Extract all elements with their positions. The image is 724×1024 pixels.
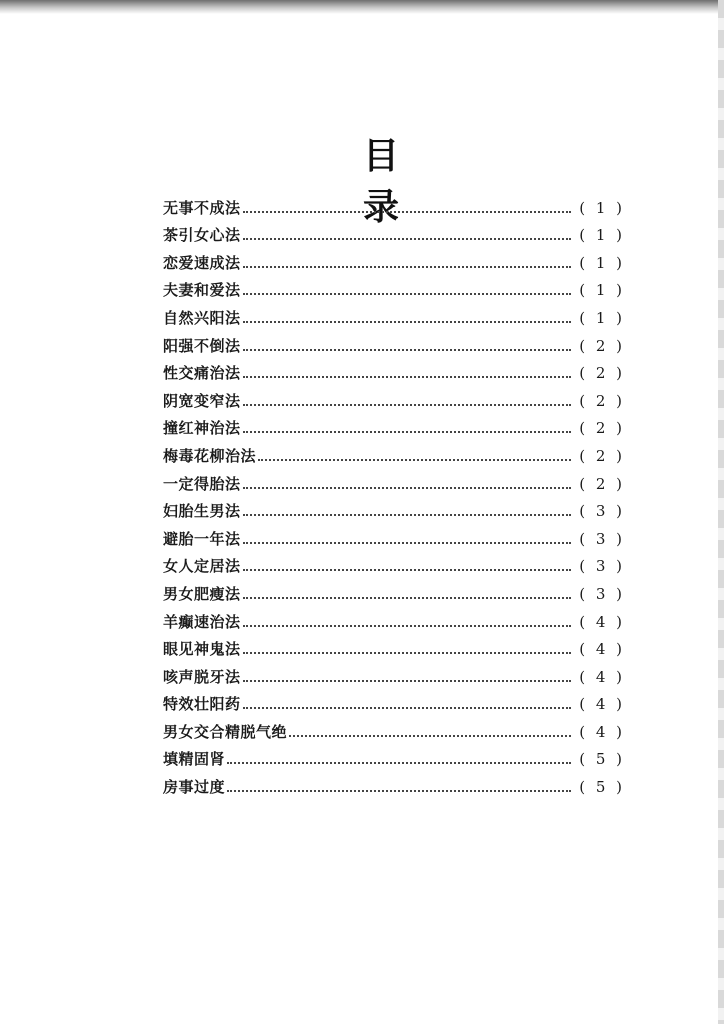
dot-leader [243, 349, 571, 351]
toc-entry-title: 夫妻和爱法 [163, 281, 241, 300]
toc-entry-page: ( 4 ) [579, 695, 625, 714]
toc-entry-page: ( 2 ) [579, 336, 625, 355]
toc-entry [163, 466, 625, 494]
toc-entry-page: ( 1 ) [579, 226, 625, 245]
toc-entry-title: 阴宽变窄法 [163, 391, 241, 410]
toc-entry-page: ( 4 ) [579, 722, 625, 741]
dot-leader [243, 569, 571, 571]
page-title: 目 录 [362, 135, 427, 228]
toc-entry-page: ( 1 ) [579, 281, 625, 300]
toc-entry [163, 604, 625, 632]
dot-leader [243, 404, 571, 406]
toc-entry-page: ( 2 ) [579, 446, 625, 465]
dot-leader [243, 431, 571, 433]
toc-entry [163, 273, 625, 301]
toc-entry-page: ( 1 ) [579, 198, 625, 217]
toc-entry-page: ( 1 ) [579, 253, 625, 272]
toc-entry [163, 632, 625, 660]
toc-entry-title: 一定得胎法 [163, 474, 241, 493]
toc-entry-page: ( 3 ) [579, 584, 625, 603]
dot-leader [243, 211, 571, 213]
toc-entry-page: ( 5 ) [579, 778, 625, 797]
table-of-contents [163, 190, 625, 797]
dot-leader [243, 487, 571, 489]
toc-entry-page: ( 3 ) [579, 502, 625, 521]
toc-entry-page: ( 3 ) [579, 557, 625, 576]
toc-entry-title: 男女肥瘦法 [163, 584, 241, 603]
toc-entry-title: 性交痛治法 [163, 364, 241, 383]
toc-entry-title: 填精固肾 [163, 750, 226, 769]
dot-leader [289, 735, 571, 737]
toc-entry-title: 撞红神治法 [163, 419, 241, 438]
toc-entry [163, 494, 625, 522]
dot-leader [227, 790, 571, 792]
dot-leader [243, 266, 571, 268]
dot-leader [243, 542, 571, 544]
toc-entry-title: 无事不成法 [163, 198, 241, 217]
dot-leader [258, 459, 571, 461]
dot-leader [243, 376, 571, 378]
toc-entry [163, 190, 625, 218]
dot-leader [227, 762, 571, 764]
toc-entry-title: 咳声脱牙法 [163, 667, 241, 686]
toc-entry-title: 梅毒花柳治法 [163, 446, 257, 465]
dot-leader [243, 652, 571, 654]
toc-entry-title: 女人定居法 [163, 557, 241, 576]
dot-leader [243, 707, 571, 709]
toc-entry-page: ( 1 ) [579, 308, 625, 327]
toc-entry-page: ( 4 ) [579, 612, 625, 631]
scan-top-edge [0, 0, 724, 14]
toc-entry [163, 687, 625, 715]
toc-entry [163, 769, 625, 797]
toc-entry [163, 549, 625, 577]
toc-entry-page: ( 2 ) [579, 364, 625, 383]
toc-entry [163, 218, 625, 246]
scan-right-edge [718, 0, 724, 1024]
toc-entry-title: 眼见神鬼法 [163, 640, 241, 659]
toc-entry-title: 特效壮阳药 [163, 695, 241, 714]
toc-entry-page: ( 5 ) [579, 750, 625, 769]
toc-entry-title: 房事过度 [163, 778, 226, 797]
toc-entry-title: 羊癫速治法 [163, 612, 241, 631]
toc-entry-page: ( 2 ) [579, 419, 625, 438]
toc-entry-page: ( 4 ) [579, 667, 625, 686]
toc-entry-title: 恋爱速成法 [163, 253, 241, 272]
toc-entry [163, 714, 625, 742]
toc-entry [163, 356, 625, 384]
dot-leader [243, 597, 571, 599]
toc-entry [163, 383, 625, 411]
dot-leader [243, 321, 571, 323]
dot-leader [243, 625, 571, 627]
toc-entry-title: 避胎一年法 [163, 529, 241, 548]
toc-entry-page: ( 3 ) [579, 529, 625, 548]
toc-entry [163, 521, 625, 549]
toc-entry [163, 742, 625, 770]
toc-entry-title: 阳强不倒法 [163, 336, 241, 355]
toc-entry-page: ( 4 ) [579, 640, 625, 659]
dot-leader [243, 238, 571, 240]
toc-entry [163, 245, 625, 273]
toc-entry-page: ( 2 ) [579, 391, 625, 410]
toc-entry-title: 男女交合精脱气绝 [163, 722, 288, 741]
toc-entry [163, 659, 625, 687]
toc-entry-title: 自然兴阳法 [163, 308, 241, 327]
toc-entry [163, 438, 625, 466]
toc-entry-page: ( 2 ) [579, 474, 625, 493]
dot-leader [243, 680, 571, 682]
toc-entry [163, 300, 625, 328]
dot-leader [243, 514, 571, 516]
toc-entry-title: 茶引女心法 [163, 226, 241, 245]
dot-leader [243, 293, 571, 295]
toc-entry-title: 妇胎生男法 [163, 502, 241, 521]
toc-entry [163, 328, 625, 356]
toc-entry [163, 411, 625, 439]
toc-entry [163, 576, 625, 604]
